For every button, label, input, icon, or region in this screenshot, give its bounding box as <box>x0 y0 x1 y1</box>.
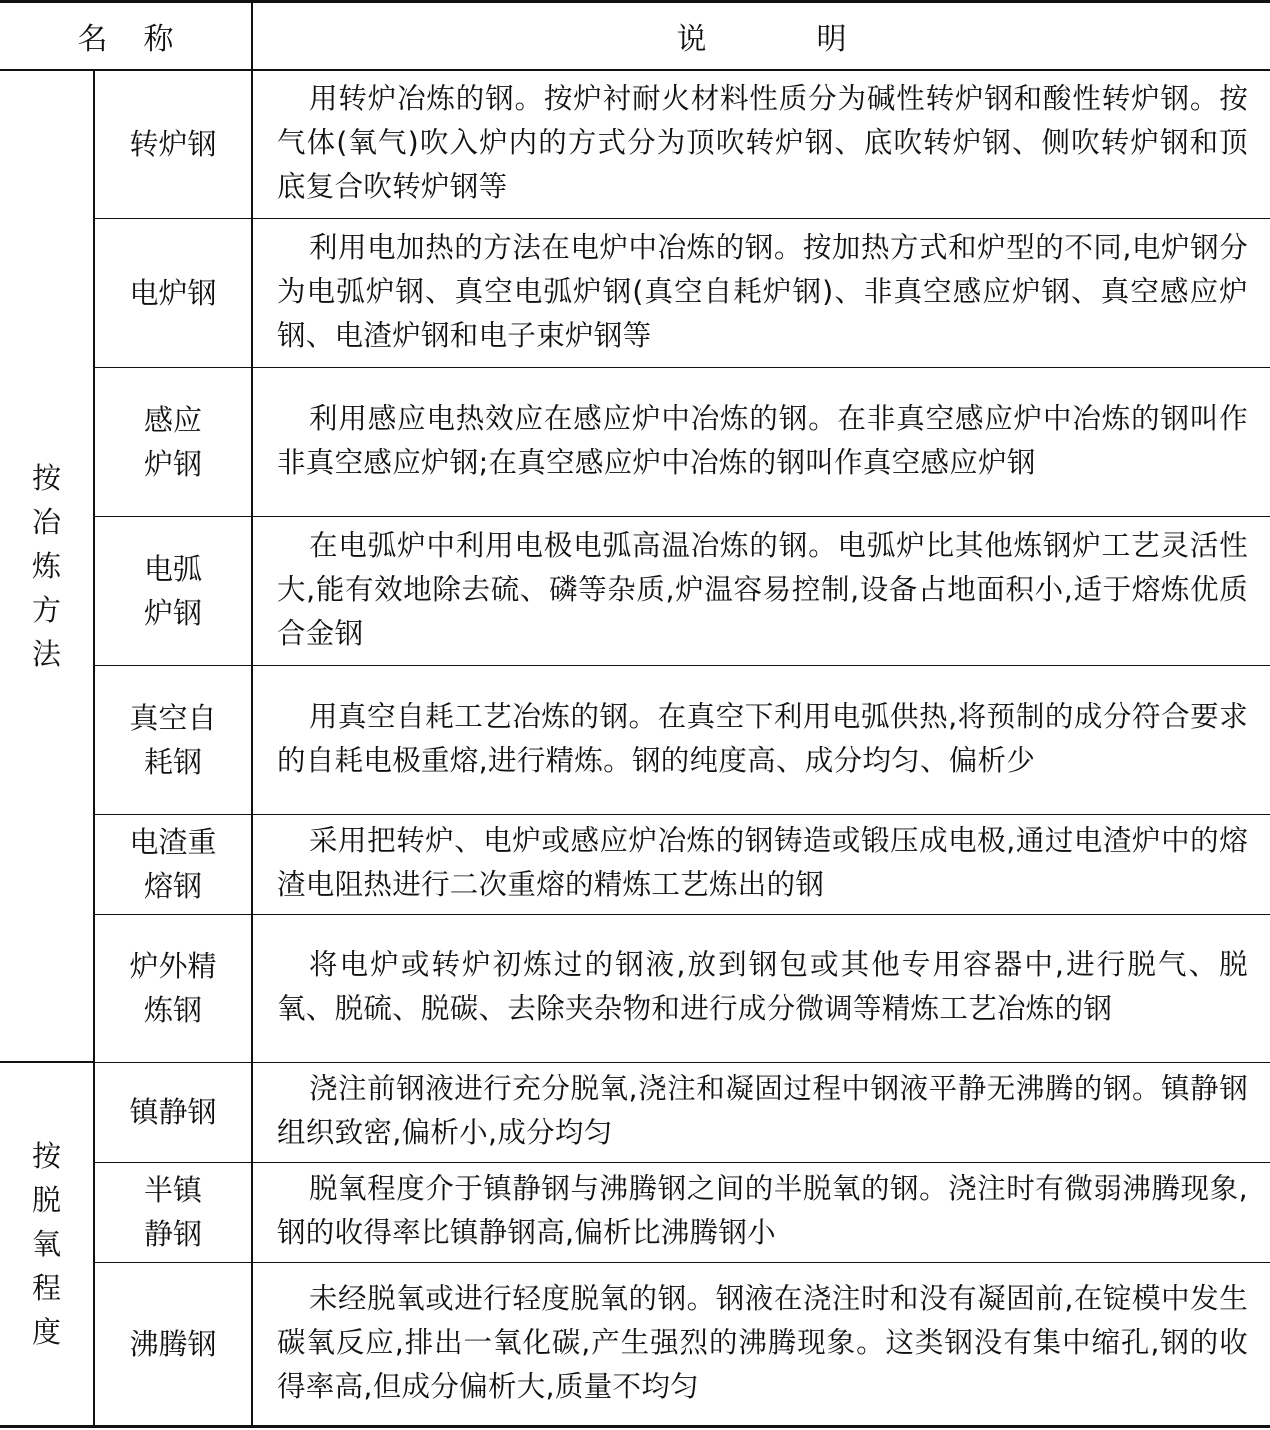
table-row <box>0 814 1270 914</box>
table-row <box>0 1062 1270 1162</box>
steel-name-cell <box>94 218 252 367</box>
steel-name: 电弧炉钢 <box>143 551 202 630</box>
steel-name: 感应炉钢 <box>143 402 202 481</box>
steel-description: 脱氧程度介于镇静钢与沸腾钢之间的半脱氧的钢。浇注时有微弱沸腾现象,钢的收得率比镇静钢高,偏析比沸腾钢小 <box>252 1162 1270 1262</box>
steel-name-cell <box>94 1262 252 1426</box>
header-name-cell <box>0 2 252 71</box>
steel-name-cell <box>94 665 252 814</box>
steel-name-cell <box>94 814 252 914</box>
steel-name: 镇静钢 <box>129 1095 217 1129</box>
steel-description: 采用把转炉、电炉或感应炉冶炼的钢铸造或锻压成电极,通过电渣炉中的熔渣电阻热进行二次重熔的精炼工艺炼出的钢 <box>252 814 1270 914</box>
header-name-char-1: 名 <box>77 22 108 57</box>
steel-name: 转炉钢 <box>129 127 217 162</box>
steel-description: 利用感应电热效应在感应炉中冶炼的钢。在非真空感应炉中冶炼的钢叫作非真空感应炉钢;在真空感应炉中冶炼的钢叫作真空感应炉钢 <box>252 367 1270 516</box>
steel-description: 用真空自耗工艺冶炼的钢。在真空下利用电弧供热,将预制的成分符合要求的自耗电极重熔,进行精炼。钢的纯度高、成分均匀、偏析少 <box>252 665 1270 814</box>
steel-name-cell <box>94 914 252 1062</box>
header-name-char-2: 称 <box>143 22 174 57</box>
steel-name: 真空自耗钢 <box>129 700 217 779</box>
table-row <box>0 1262 1270 1426</box>
table-row <box>0 70 1270 218</box>
steel-description: 利用电加热的方法在电炉中冶炼的钢。按加热方式和炉型的不同,电炉钢分为电弧炉钢、真空电弧炉钢(真空自耗炉钢)、非真空感应炉钢、真空感应炉钢、电渣炉钢和电子束炉钢等 <box>252 218 1270 367</box>
table-row <box>0 367 1270 516</box>
steel-name-cell <box>94 70 252 218</box>
header-desc-char-2: 明 <box>816 22 847 57</box>
header-row <box>0 2 1270 71</box>
table-row <box>0 218 1270 367</box>
steel-name: 沸腾钢 <box>129 1326 217 1361</box>
steel-name: 电炉钢 <box>129 275 217 310</box>
steel-description: 未经脱氧或进行轻度脱氧的钢。钢液在浇注时和没有凝固前,在锭模中发生碳氧反应,排出一氧化碳,产生强烈的沸腾现象。这类钢没有集中缩孔,钢的收得率高,但成分偏析大,质量不均匀 <box>252 1262 1270 1426</box>
table-row <box>0 914 1270 1062</box>
steel-name-cell <box>94 367 252 516</box>
steel-description: 将电炉或转炉初炼过的钢液,放到钢包或其他专用容器中,进行脱气、脱氧、脱硫、脱碳、去除夹杂物和进行成分微调等精炼工艺冶炼的钢 <box>252 914 1270 1062</box>
group-label-deoxidation-degree: 按脱氧程度 <box>31 1138 61 1349</box>
steel-description: 浇注前钢液进行充分脱氧,浇注和凝固过程中钢液平静无沸腾的钢。镇静钢组织致密,偏析小,成分均匀 <box>252 1062 1270 1162</box>
steel-description: 在电弧炉中利用电极电弧高温冶炼的钢。电弧炉比其他炼钢炉工艺灵活性大,能有效地除去硫、磷等杂质,炉温容易控制,设备占地面积小,适于熔炼优质合金钢 <box>252 516 1270 665</box>
group-label-cell <box>0 1062 94 1426</box>
steel-name: 炉外精炼钢 <box>129 949 217 1027</box>
group-label-smelting-method: 按冶炼方法 <box>31 461 61 671</box>
steel-name-cell <box>94 516 252 665</box>
table-row <box>0 665 1270 814</box>
group-label-cell <box>0 70 94 1062</box>
steel-name-cell <box>94 1062 252 1162</box>
header-desc-char-1: 说 <box>676 22 707 57</box>
steel-description: 用转炉冶炼的钢。按炉衬耐火材料性质分为碱性转炉钢和酸性转炉钢。按气体(氧气)吹入炉内的方式分为顶吹转炉钢、底吹转炉钢、侧吹转炉钢和顶底复合吹转炉钢等 <box>252 70 1270 218</box>
table-row <box>0 516 1270 665</box>
steel-name: 半镇静钢 <box>143 1173 202 1251</box>
table-row <box>0 1162 1270 1262</box>
header-description-cell <box>252 2 1270 71</box>
steel-name: 电渣重熔钢 <box>129 825 217 903</box>
steel-name-cell <box>94 1162 252 1262</box>
